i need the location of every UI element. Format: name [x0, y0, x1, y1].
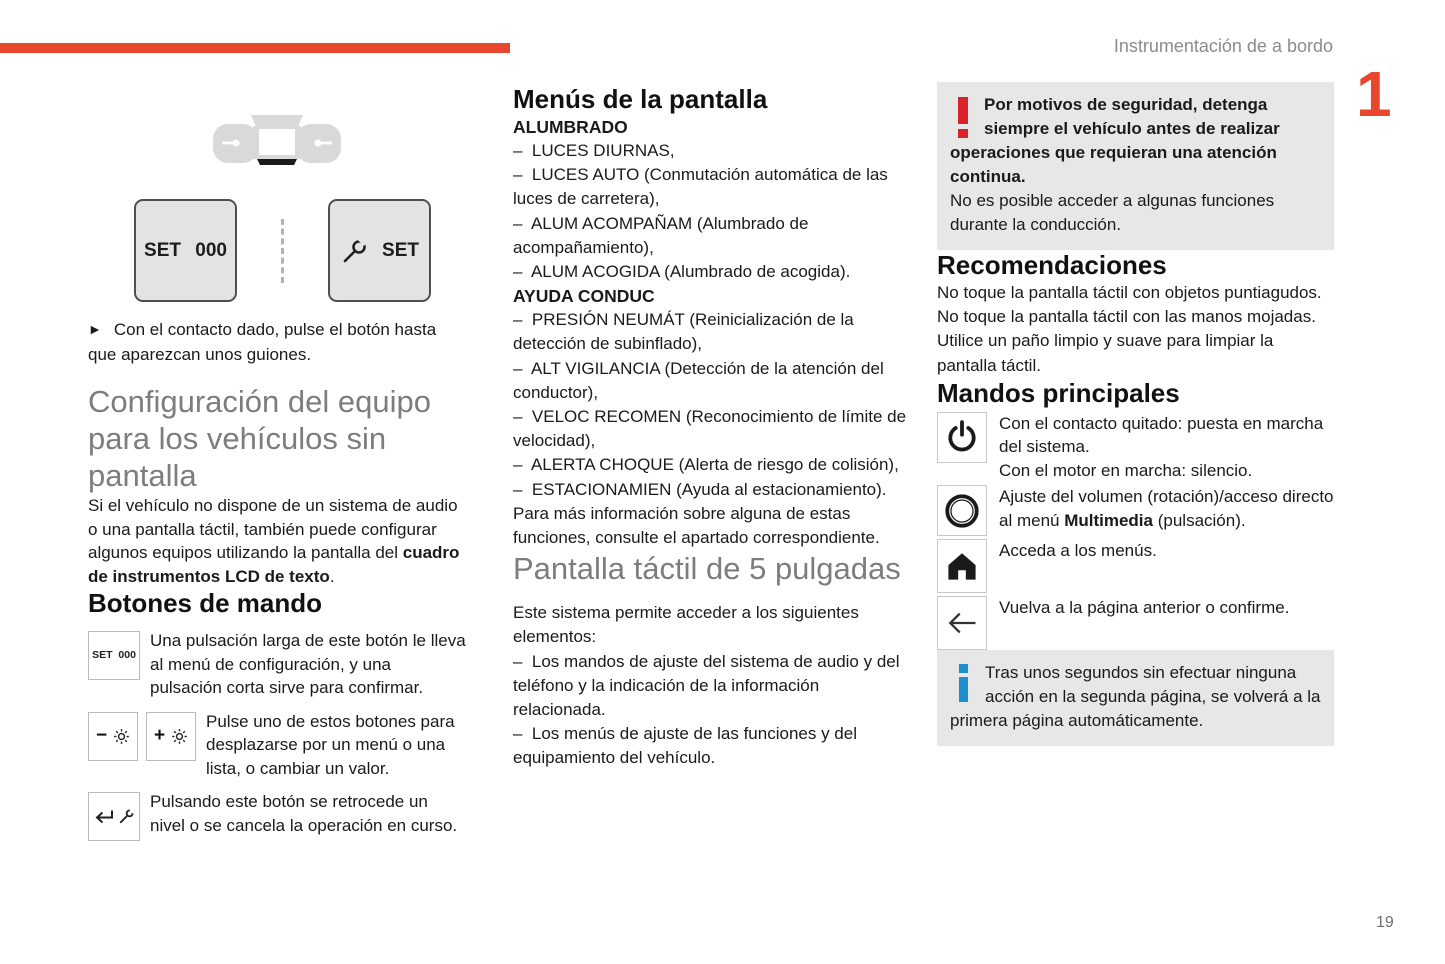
configuracion-paragraph — [88, 494, 466, 588]
plus-brightness-key — [146, 712, 196, 761]
key-row-back — [88, 780, 466, 837]
figure-button-set000 — [134, 199, 237, 302]
cluster-buttons-row — [88, 199, 466, 302]
minus-brightness-key — [88, 712, 138, 761]
volume-text-pre: Ajuste del volumen (rotación)/acceso directo al menú — [999, 487, 1334, 530]
recommendation-item: Utilice un paño limpio y suave para limpiar la pantalla táctil. — [937, 331, 1279, 375]
configuracion-text-end: . — [329, 566, 335, 586]
touchscreen-intro: Este sistema permite acceder a los siguientes elementos: — [513, 603, 864, 647]
control-row-volume — [937, 482, 1334, 532]
key-row-set — [88, 619, 466, 700]
home-icon — [945, 549, 979, 583]
power-button-key — [937, 412, 987, 463]
home-text: Acceda a los menús. — [999, 541, 1157, 561]
recommendation-item: No toque la pantalla táctil con objetos puntiagudos. — [937, 283, 1322, 302]
right-column — [937, 82, 1334, 746]
info-text: Tras unos segundos sin efectuar ninguna acción en la segunda página, se volverá a la primera página automáticamente. — [950, 663, 1321, 731]
touchscreen-item: – Los menús de ajuste de las funciones y del equipamiento del vehículo. — [513, 724, 862, 768]
home-button-key — [937, 539, 987, 593]
set-button-key-label: SET 000 — [92, 648, 136, 661]
return-arrow-icon — [93, 808, 115, 826]
back-button-key — [937, 596, 987, 650]
info-icon — [959, 664, 968, 702]
exclamation-icon — [958, 97, 968, 138]
wrench-icon — [340, 236, 370, 266]
menu-item: – ALERTA CHOQUE (Alerta de riesgo de colisión), — [513, 455, 899, 475]
key-row-set-text: Una pulsación larga de este botón le lleva al menú de configuración, y una pulsación corta sirve para confirmar. — [150, 631, 466, 697]
warning-bold-text: Por motivos de seguridad, detenga siempre el vehículo antes de realizar operaciones que requieran una atención continua. — [950, 95, 1280, 186]
menu-item: – ALT VIGILANCIA (Detección de la atención del conductor), — [513, 358, 889, 402]
configuracion-bold-text: cuadro de instrumentos LCD de texto — [88, 543, 465, 586]
instruction-line — [88, 318, 466, 366]
power-text: Con el contacto quitado: puesta en marcha del sistema. — [999, 413, 1324, 457]
menu-item: – ESTACIONAMIEN (Ayuda al estacionamiento). — [513, 479, 887, 499]
instrument-cluster-image — [211, 112, 343, 170]
brightness-sun-icon — [171, 728, 188, 745]
chapter-number: 1 — [1356, 58, 1392, 130]
figure-button-set-label: SET — [382, 239, 419, 261]
volume-text-post: (pulsación). — [1153, 510, 1246, 530]
instruction-text: Con el contacto dado, pulse el botón hasta que aparezcan unos guiones. — [88, 320, 437, 364]
menus-note: Para más información sobre alguna de estas funciones, consulte el apartado correspondiente. — [513, 503, 880, 548]
menu-group-alumbrado: ALUMBRADO — [513, 117, 628, 137]
wrench-icon — [118, 808, 135, 825]
middle-column — [513, 84, 910, 771]
key-row-plus-minus-text: Pulse uno de estos botones para desplazarse por un menú o una lista, o cambiar un valor. — [206, 711, 455, 778]
instrument-cluster-figure — [88, 112, 466, 175]
configuracion-text: Si el vehículo no dispone de un sistema de audio o una pantalla táctil, también puede configurar algunos equipos utilizando la pantalla del — [88, 496, 463, 562]
volume-text — [999, 487, 1334, 530]
touchscreen-item: – Los mandos de ajuste del sistema de audio y del teléfono y la indicación de la información relacionada. — [513, 651, 905, 720]
volume-knob-key — [937, 485, 987, 536]
volume-text-bold: Multimedia — [1064, 510, 1153, 530]
menu-item: – ALUM ACOMPAÑAM (Alumbrado de acompañamiento), — [513, 213, 814, 257]
page-number: 19 — [1376, 914, 1394, 931]
figure-button-set000-label: SET 000 — [144, 239, 227, 261]
control-row-power — [937, 409, 1334, 483]
control-row-home — [937, 536, 1334, 563]
menu-item: – VELOC RECOMEN (Reconocimiento de límite de velocidad), — [513, 407, 911, 451]
menu-group-ayuda-conduc: AYUDA CONDUC — [513, 286, 655, 307]
key-row-back-text: Pulsando este botón se retrocede un nivel o se cancela la operación en curso. — [150, 792, 458, 835]
key-row-plus-minus — [88, 700, 466, 781]
figure-button-wrench-set — [328, 199, 431, 302]
back-wrench-key — [88, 792, 140, 841]
back-text: Vuelva a la página anterior o confirme. — [999, 598, 1290, 618]
power-icon — [944, 419, 980, 455]
left-arrow-icon — [944, 605, 980, 641]
control-row-back — [937, 593, 1334, 620]
brightness-sun-icon — [113, 728, 130, 745]
section-title-recomendaciones: Recomendaciones — [937, 250, 1167, 280]
set-button-key — [88, 631, 140, 680]
plus-sign: + — [153, 725, 166, 747]
dashed-divider — [281, 219, 284, 283]
menu-item: – PRESIÓN NEUMÁT (Reinicialización de la detección de subinflado), — [513, 310, 859, 354]
power-extra-text: Con el motor en marcha: silencio. — [999, 460, 1253, 480]
menu-item: – LUCES AUTO (Conmutación automática de las luces de carretera), — [513, 165, 893, 209]
section-title-pantalla-tactil: Pantalla táctil de 5 pulgadas — [513, 551, 901, 587]
recommendation-item: No toque la pantalla táctil con las manos mojadas. — [937, 307, 1316, 327]
section-title-mandos-principales: Mandos principales — [937, 377, 1180, 408]
info-box — [937, 650, 1334, 746]
section-title-menus-pantalla: Menús de la pantalla — [513, 84, 768, 114]
safety-warning-box — [937, 82, 1334, 250]
section-title-configuracion: Configuración del equipo para los vehículos sin pantalla — [88, 384, 431, 493]
volume-knob-icon — [943, 492, 981, 530]
warning-text: No es posible acceder a algunas funciones durante la conducción. — [950, 191, 1275, 234]
menu-item: – LUCES DIURNAS, — [513, 141, 675, 160]
menu-item: – ALUM ACOGIDA (Alumbrado de acogida). — [513, 262, 851, 282]
chapter-title: Instrumentación de a bordo — [1113, 36, 1333, 56]
section-title-botones-de-mando: Botones de mando — [88, 588, 323, 618]
minus-sign: − — [95, 725, 108, 747]
left-column — [88, 100, 466, 843]
triangle-right-marker: ► — [88, 321, 102, 337]
header-red-rule — [0, 43, 510, 53]
